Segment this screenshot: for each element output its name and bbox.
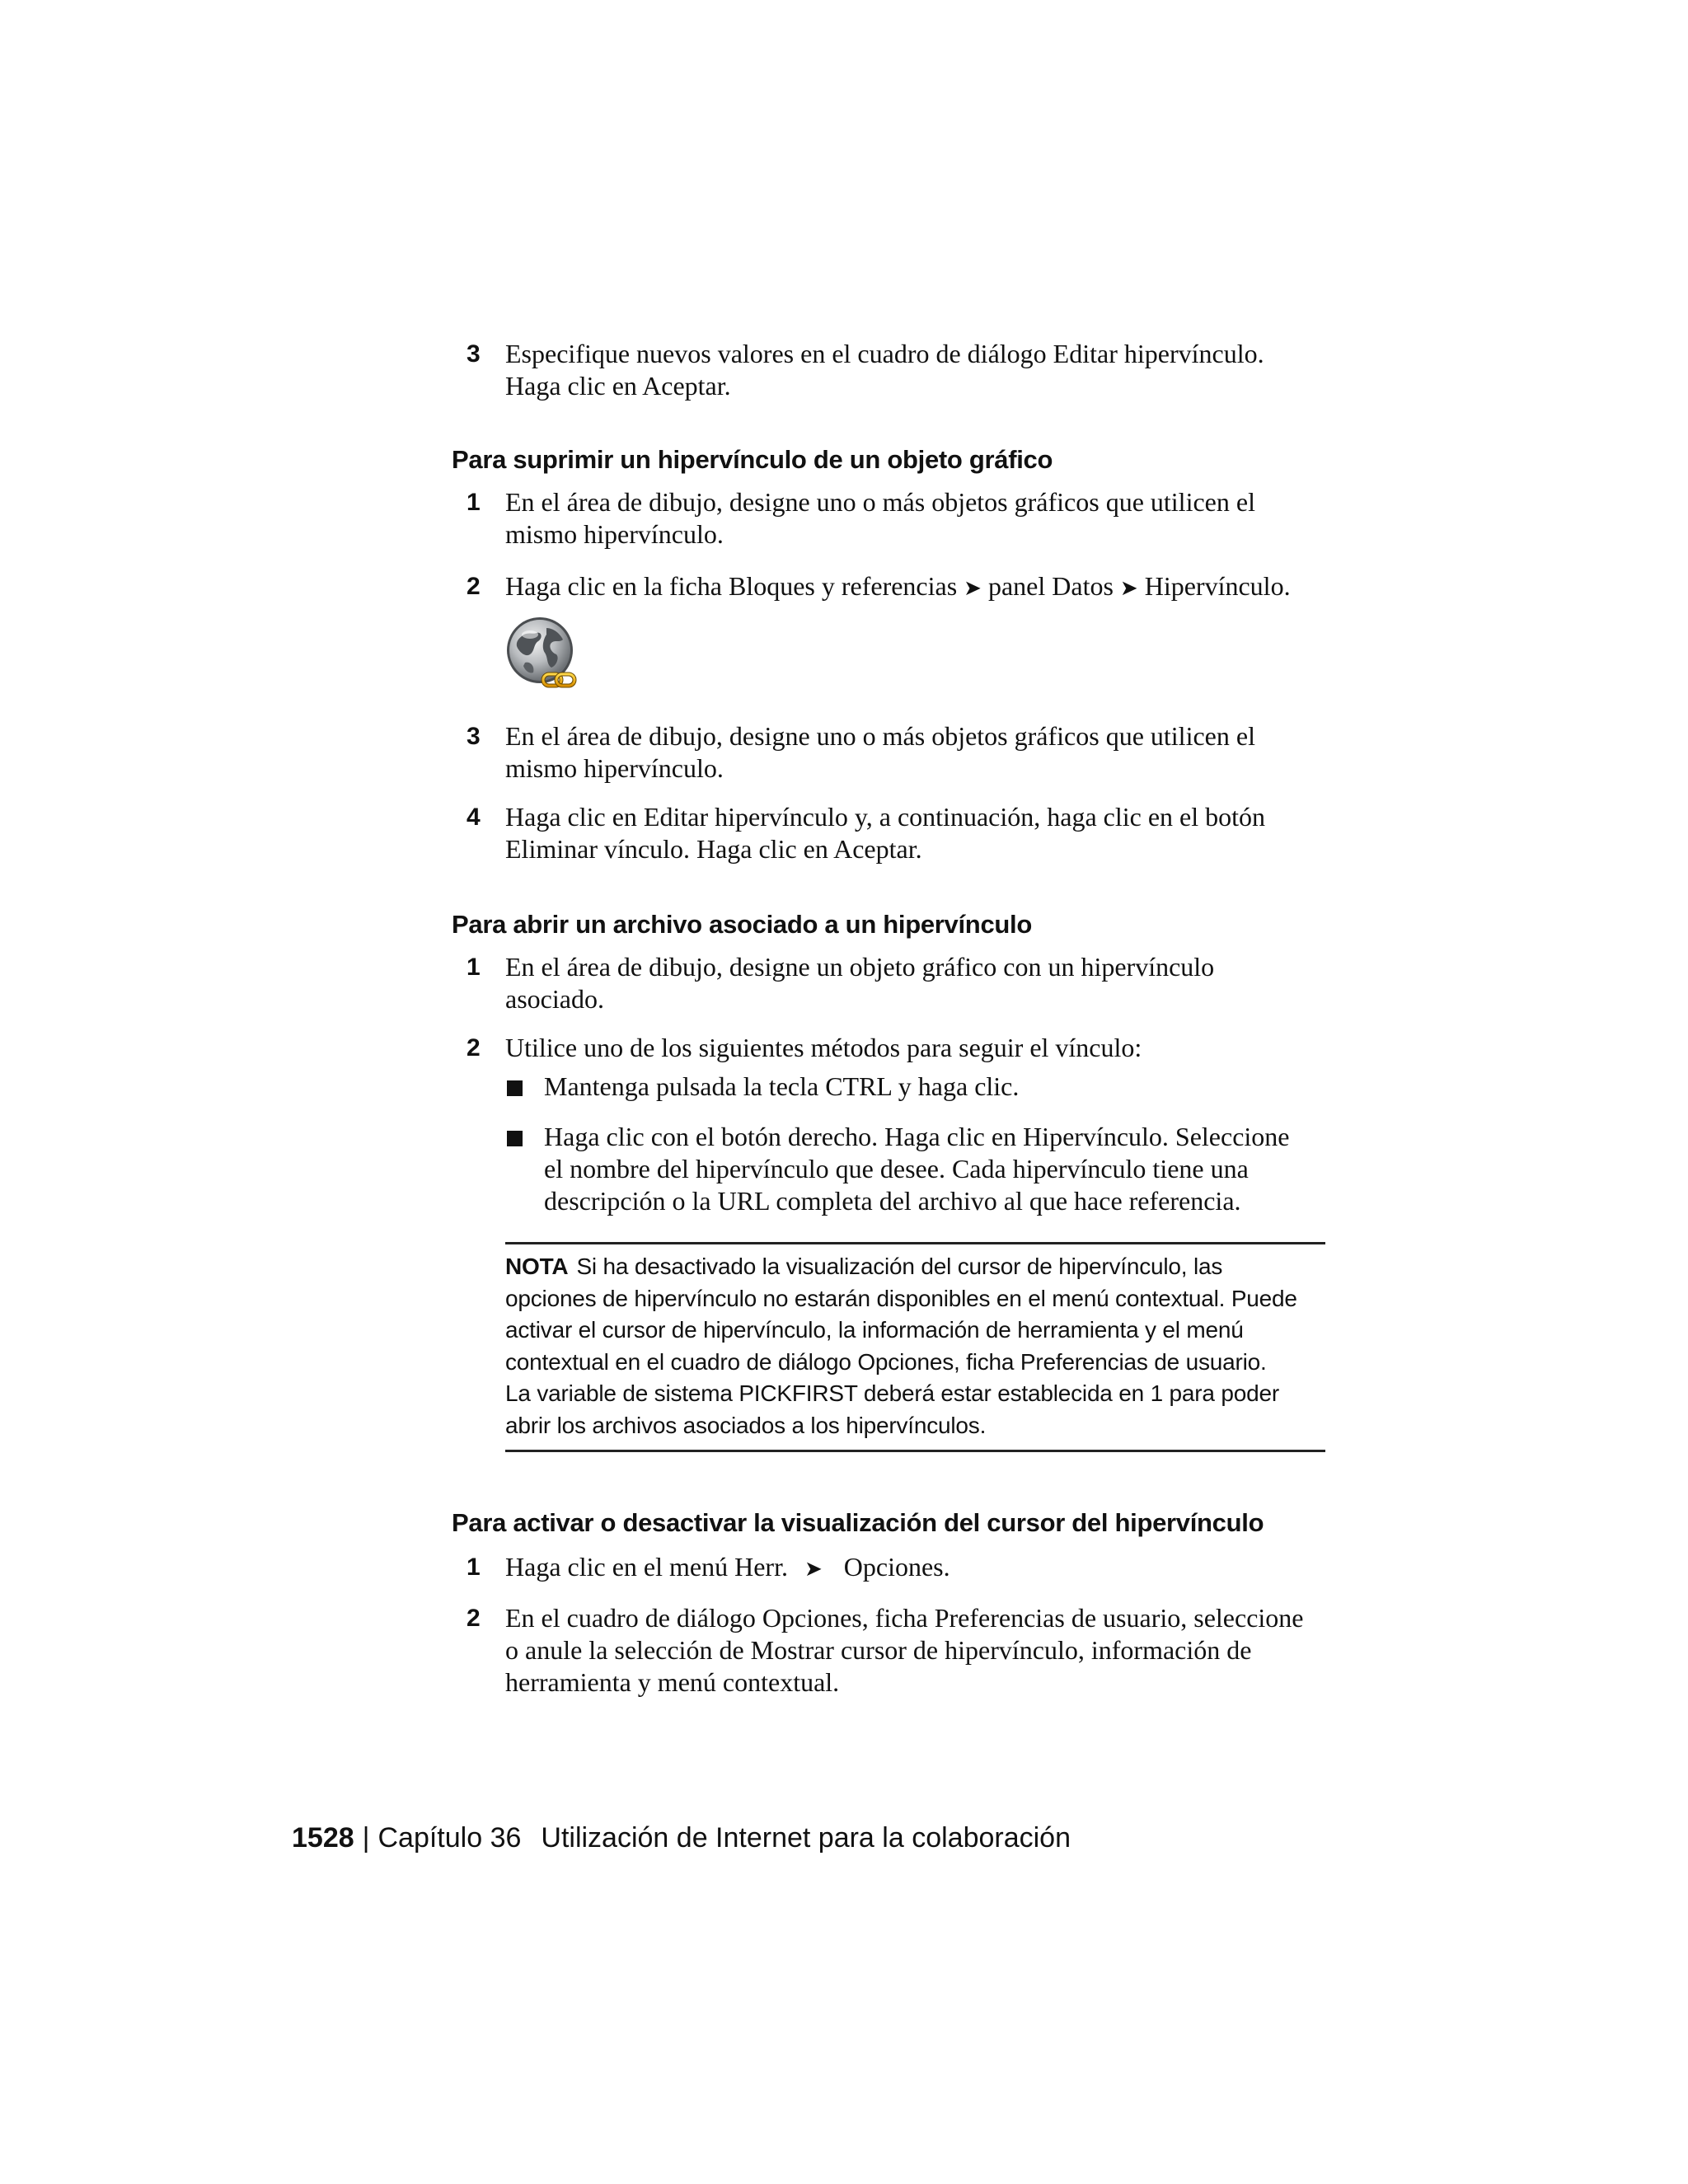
step-number: 3 xyxy=(467,723,481,750)
step-text-line xyxy=(505,1551,1325,1586)
step-text-line: En el área de dibujo, designe uno o más objetos gráficos que utilicen el xyxy=(505,487,1255,517)
section-heading-remove-hyperlink: Para suprimir un hipervínculo de un objeto gráfico xyxy=(452,445,1053,474)
step-text-line: En el área de dibujo, designe uno o más objetos gráficos que utilicen el xyxy=(505,721,1255,751)
note-box xyxy=(505,1242,1325,1452)
step-text-line: En el área de dibujo, designe un objeto gráfico con un hipervínculo xyxy=(505,952,1215,982)
arrow-icon: ➤ xyxy=(804,1557,823,1582)
chapter-label: Capítulo 36 xyxy=(377,1822,522,1854)
note-text-line: La variable de sistema PICKFIRST deberá estar establecida en 1 para poder xyxy=(505,1380,1279,1406)
note-text-line: abrir los archivos asociados a los hipervínculos. xyxy=(505,1412,987,1438)
page-number: 1528 xyxy=(292,1822,354,1854)
step-text-line: mismo hipervínculo. xyxy=(505,519,724,549)
step-number: 2 xyxy=(467,1034,481,1062)
step-number: 1 xyxy=(467,1554,481,1581)
step-number: 1 xyxy=(467,954,481,981)
footer-separator: | xyxy=(362,1822,370,1854)
step-text-line: Especifique nuevos valores en el cuadro de diálogo Editar hipervínculo. xyxy=(505,339,1264,368)
arrow-icon: ➤ xyxy=(1119,576,1138,601)
note-text: Si ha desactivado la visualización del cursor de hipervínculo, las xyxy=(576,1254,1223,1279)
step-number: 3 xyxy=(467,340,481,368)
section-heading-toggle-cursor: Para activar o desactivar la visualización del cursor del hipervínculo xyxy=(452,1508,1264,1537)
step-number: 2 xyxy=(467,1605,481,1632)
note-text-line xyxy=(505,1251,1325,1283)
note-text-line: activar el cursor de hipervínculo, la información de herramienta y el menú xyxy=(505,1317,1244,1343)
step-text-line: En el cuadro de diálogo Opciones, ficha Preferencias de usuario, seleccione xyxy=(505,1603,1304,1633)
step-1-select-objects xyxy=(452,486,1325,551)
step-text-line xyxy=(505,570,1325,605)
step-4-remove-link xyxy=(452,801,1325,865)
bullet-item-right-click xyxy=(452,1121,1325,1217)
step-number: 1 xyxy=(467,489,481,516)
step-text-line: mismo hipervínculo. xyxy=(505,753,724,783)
menu-path-text: Haga clic en el menú Herr. xyxy=(505,1552,788,1582)
bullet-text-line: el nombre del hipervínculo que desee. Cada hipervínculo tiene una xyxy=(544,1154,1249,1183)
bullet-text-line: Haga clic con el botón derecho. Haga clic en Hipervínculo. Seleccione xyxy=(544,1122,1290,1151)
page-content xyxy=(452,338,1325,1699)
step-text-line: Utilice uno de los siguientes métodos para seguir el vínculo: xyxy=(505,1033,1142,1062)
step-3-select-objects xyxy=(452,720,1325,785)
step-text-line: Haga clic en Aceptar. xyxy=(505,371,731,401)
bullet-square-icon xyxy=(507,1080,523,1096)
step-number: 2 xyxy=(467,573,481,600)
step-text-line: Eliminar vínculo. Haga clic en Aceptar. xyxy=(505,834,922,864)
note-text-line: opciones de hipervínculo no estarán disponibles en el menú contextual. Puede xyxy=(505,1285,1297,1311)
step-text-line: herramienta y menú contextual. xyxy=(505,1667,840,1697)
step-2-user-preferences xyxy=(452,1602,1325,1699)
step-1-select-object xyxy=(452,951,1325,1015)
arrow-icon: ➤ xyxy=(964,576,982,601)
step-2-ribbon-path xyxy=(452,570,1325,687)
chapter-title: Utilización de Internet para la colaboración xyxy=(541,1822,1071,1854)
step-3-edit-hyperlink xyxy=(452,338,1325,402)
step-2-follow-link xyxy=(452,1032,1325,1064)
hyperlink-globe-icon xyxy=(505,615,1325,687)
ribbon-tab-text: Haga clic en la ficha Bloques y referencias xyxy=(505,571,958,601)
step-text-line: asociado. xyxy=(505,984,604,1014)
step-number: 4 xyxy=(467,804,481,831)
bullet-item-ctrl-click xyxy=(452,1071,1325,1103)
note-label: NOTA xyxy=(505,1254,569,1279)
step-text-line: Haga clic en Editar hipervínculo y, a continuación, haga clic en el botón xyxy=(505,802,1266,832)
step-1-tools-options xyxy=(452,1551,1325,1586)
bullet-text-line: Mantenga pulsada la tecla CTRL y haga clic. xyxy=(544,1071,1020,1101)
page-footer xyxy=(292,1820,1071,1856)
section-heading-open-file: Para abrir un archivo asociado a un hipervínculo xyxy=(452,910,1032,939)
step-text-line: o anule la selección de Mostrar cursor de hipervínculo, información de xyxy=(505,1635,1252,1665)
menu-item-text: Opciones. xyxy=(843,1552,950,1582)
bullet-text-line: descripción o la URL completa del archivo al que hace referencia. xyxy=(544,1186,1241,1216)
ribbon-command-text: Hipervínculo. xyxy=(1144,571,1291,601)
ribbon-panel-text: panel Datos xyxy=(987,571,1114,601)
note-text-line: contextual en el cuadro de diálogo Opciones, ficha Preferencias de usuario. xyxy=(505,1348,1267,1375)
bullet-square-icon xyxy=(507,1131,523,1146)
